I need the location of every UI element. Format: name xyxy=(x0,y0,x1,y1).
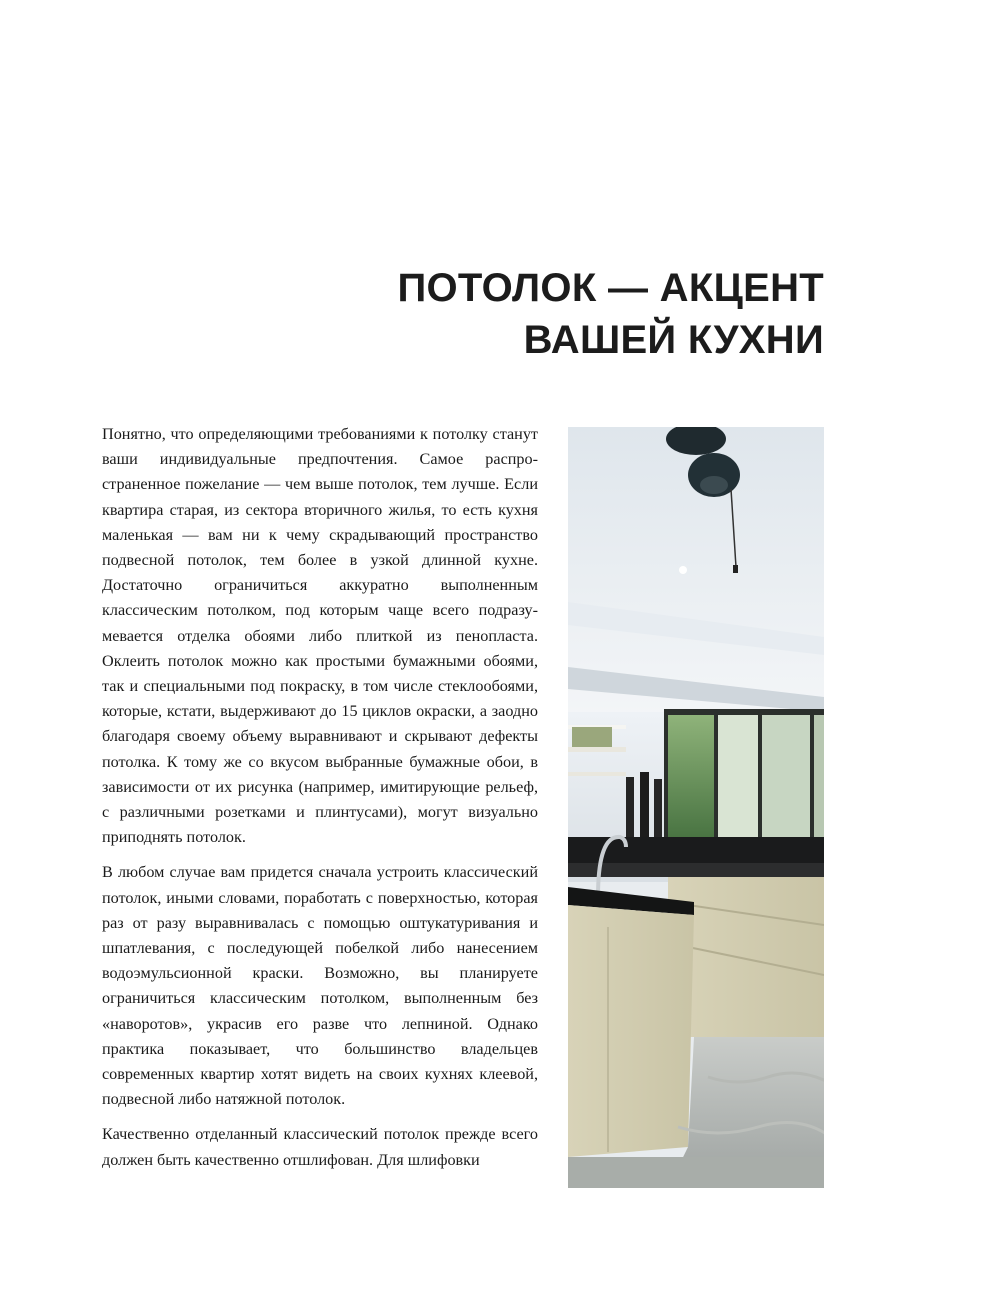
paragraph-3: Качественно отделанный классический потолок прежде всего должен быть качественно отшлифован. Для шлифовки xyxy=(102,1125,538,1169)
paragraph-2: В любом случае вам придется сначала устроить классический потолок, иными словами, поработать с поверхностью, которая раз от разу выравнивалась с помощью оштукатуривания и шпатлевания, с последующей побелкой либо нанесением водоэмульсионной краски. Возможно, вы планируете ограничиться классическим потолком, выполненным без «наворотов», украсив его разве что лепниной. Однако практика показывает, что большинство владельцев современных квартир хотят видеть на своих кухнях клеевой, подвесной либо натяжной потолок. xyxy=(102,863,538,1109)
kitchen-illustration xyxy=(568,427,824,1188)
kitchen-photo xyxy=(568,427,824,1188)
page-title xyxy=(397,262,824,366)
paragraph-1: Понятно, что определяющими требованиями к потолку станут ваши индивидуальные предпочтения. Самое распространенное пожелание — чем выше потолок, тем лучше. Если квартира старая, из сектора вторичного жилья, то есть кухня маленькая — вам ни к чему скрадывающий пространство подвесной потолок, тем более в узкой длинной кухне. Достаточно ограничиться аккуратно выполненным классическим потолком, под которым чаще всего подразумевается отделка обоями либо плиткой из пенопласта. Оклеить потолок можно как простыми бумажными обоями, так и специальными под покраску, в том числе стеклообоями, которые, кстати, выдерживают до 15 циклов окраски, а заодно благодаря своему объему выравнивают и скрывают дефекты потолка. К тому же со вкусом выбранные бумажные обои, в зависимости от их рисунка (например, имитирующие рельеф, с различными розетками и плинтусами), могут визуально приподнять потолок. xyxy=(102,425,538,847)
article-body xyxy=(102,422,538,1183)
title-line-2: ВАШЕЙ КУХНИ xyxy=(523,318,824,362)
title-line-1: ПОТОЛОК — АКЦЕНТ xyxy=(397,266,824,310)
